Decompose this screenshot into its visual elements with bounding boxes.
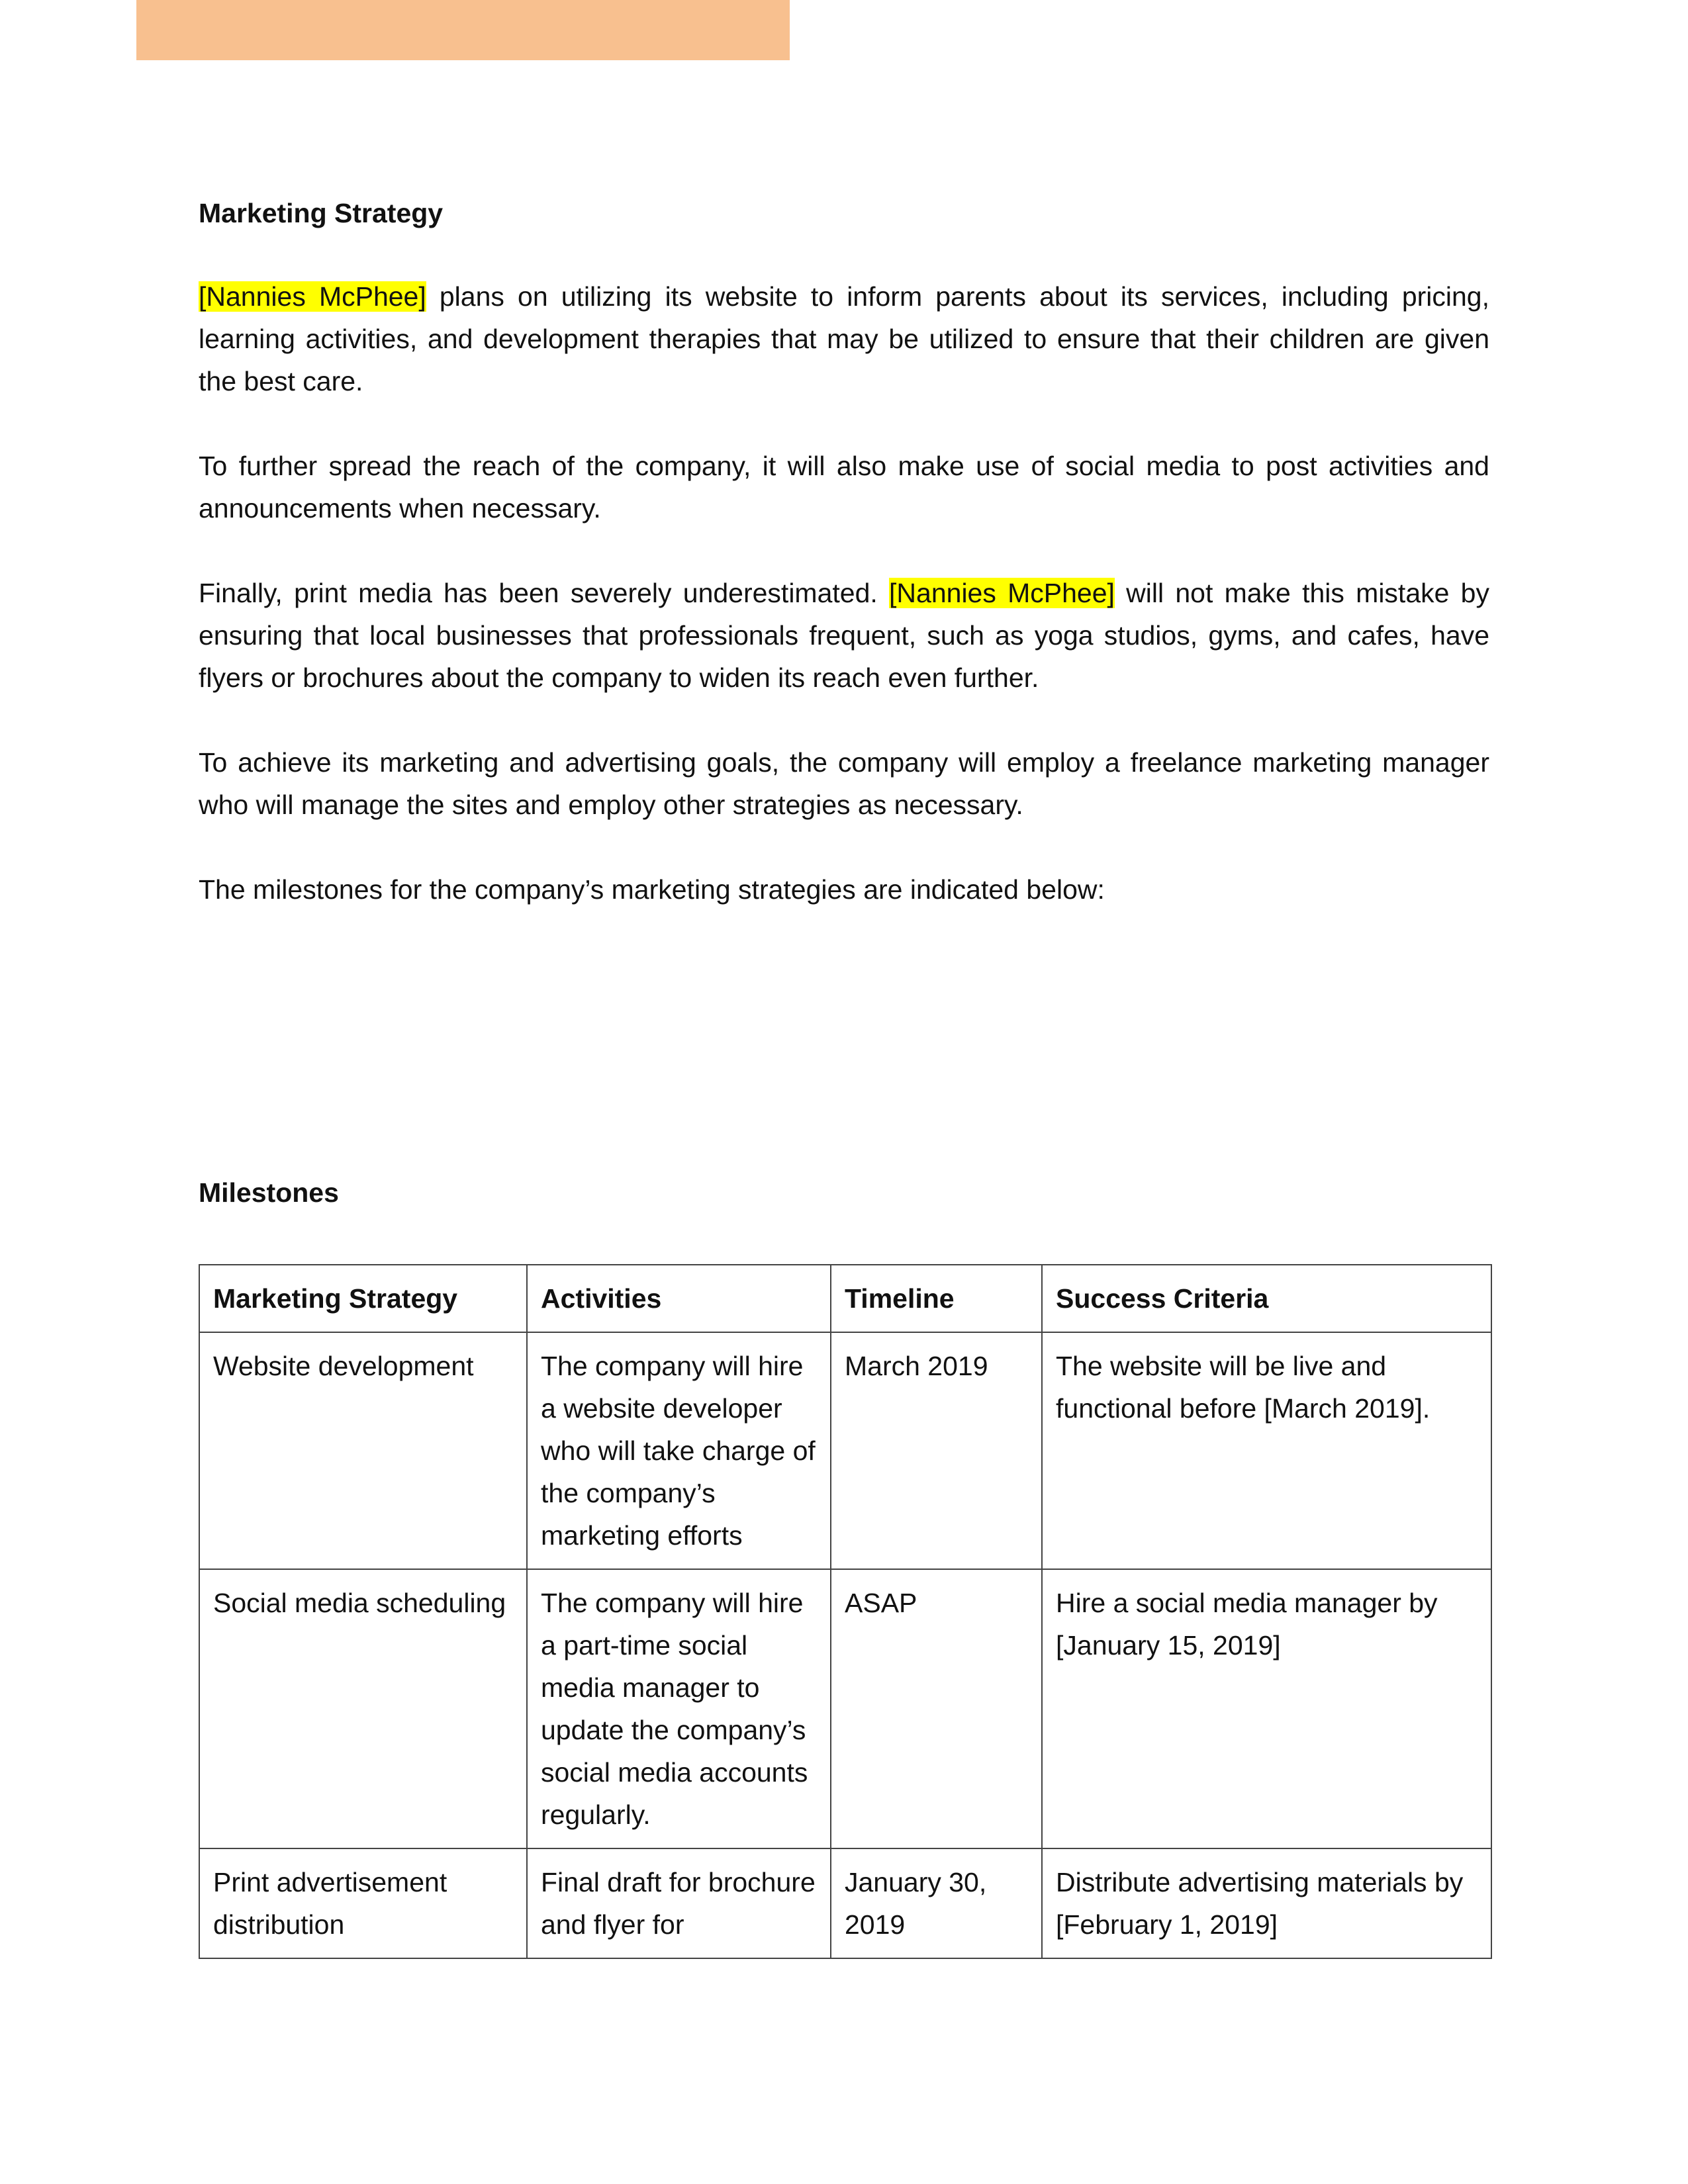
- table-cell: The website will be live and functional before [March 2019].: [1042, 1332, 1491, 1569]
- table-header-row: [199, 1265, 1491, 1332]
- company-name-highlight: [Nannies McPhee]: [889, 578, 1115, 608]
- table-cell: ASAP: [831, 1569, 1042, 1848]
- paragraph-print-media-text: will not make this mistake by ensuring that local businesses that professionals frequent, such as yoga studios, gyms, and cafes, have flyers or brochures about the company to widen its reach even further.: [199, 578, 1489, 693]
- column-header: Activities: [527, 1265, 831, 1332]
- company-name-highlight: [Nannies McPhee]: [199, 281, 426, 312]
- table-row: [199, 1848, 1491, 1958]
- table-cell: Print advertisement distribution: [199, 1848, 527, 1958]
- table-cell: Final draft for brochure and flyer for: [527, 1848, 831, 1958]
- column-header: Marketing Strategy: [199, 1265, 527, 1332]
- column-header: Timeline: [831, 1265, 1042, 1332]
- header-accent-bar: [136, 0, 790, 60]
- milestones-table: [199, 1264, 1492, 1959]
- paragraph-print-media-start: Finally, print media has been severely underestimated.: [199, 578, 890, 608]
- paragraph-website: [199, 275, 1489, 402]
- table-row: [199, 1569, 1491, 1848]
- milestones-heading: Milestones: [199, 1177, 339, 1208]
- paragraph-website-text: plans on utilizing its website to inform parents about its services, including pricing, learning activities, and development therapies that may be utilized to ensure that their children are given the best care.: [199, 281, 1489, 396]
- paragraph-print-media: [199, 572, 1489, 699]
- paragraph-social-media: To further spread the reach of the company, it will also make use of social media to post activities and announcements when necessary.: [199, 451, 1489, 523]
- table-cell: The company will hire a part-time social media manager to update the company’s social media accounts regularly.: [527, 1569, 831, 1848]
- table-cell: Social media scheduling: [199, 1569, 527, 1848]
- table-cell: Hire a social media manager by [January 15, 2019]: [1042, 1569, 1491, 1848]
- column-header: Success Criteria: [1042, 1265, 1491, 1332]
- marketing-strategy-heading: Marketing Strategy: [199, 198, 444, 228]
- table-row: [199, 1332, 1491, 1569]
- table-cell: The company will hire a website developer who will take charge of the company’s marketing efforts: [527, 1332, 831, 1569]
- table-cell: January 30, 2019: [831, 1848, 1042, 1958]
- document-body: [199, 192, 1489, 1940]
- table-cell: Website development: [199, 1332, 527, 1569]
- paragraph-marketing-goals: To achieve its marketing and advertising goals, the company will employ a freelance marketing manager who will manage the sites and employ other strategies as necessary.: [199, 747, 1489, 820]
- paragraph-milestones-intro: The milestones for the company’s marketing strategies are indicated below:: [199, 874, 1105, 905]
- table-cell: Distribute advertising materials by [February 1, 2019]: [1042, 1848, 1491, 1958]
- table-cell: March 2019: [831, 1332, 1042, 1569]
